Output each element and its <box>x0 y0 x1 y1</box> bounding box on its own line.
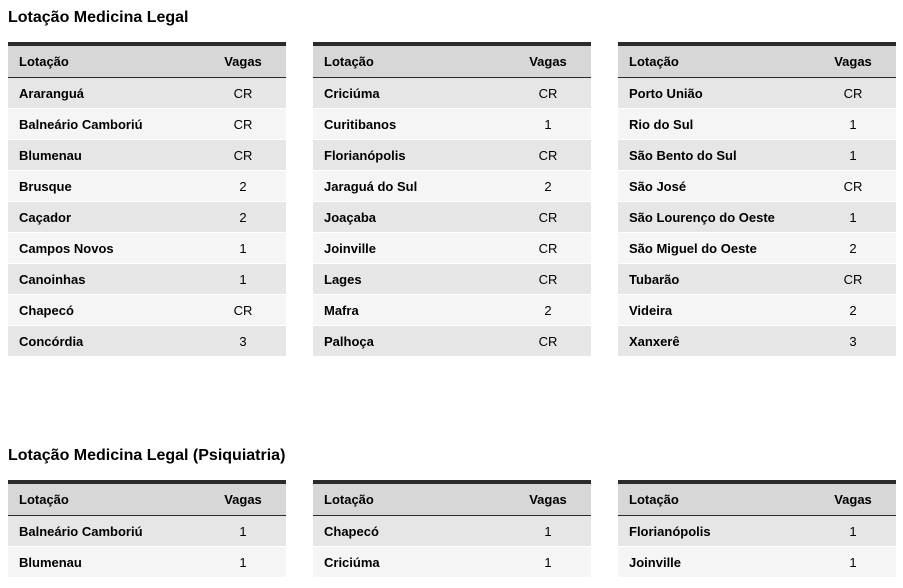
column-header-vagas: Vagas <box>200 44 286 78</box>
table-body <box>618 78 896 357</box>
table-row <box>618 202 896 233</box>
vagas-cell: CR <box>200 295 286 326</box>
table-row <box>313 295 591 326</box>
table-body <box>8 516 286 578</box>
table-row <box>313 171 591 202</box>
vagas-cell: CR <box>505 202 591 233</box>
table-row <box>313 516 591 547</box>
lotacao-cell: Videira <box>618 295 810 326</box>
table-row <box>618 233 896 264</box>
vagas-cell: 2 <box>810 233 896 264</box>
lotacao-cell: Caçador <box>8 202 200 233</box>
lotacao-cell: Joinville <box>618 547 810 578</box>
lotacao-cell: Chapecó <box>8 295 200 326</box>
vagas-cell: 1 <box>810 547 896 578</box>
section-title-medicina-legal: Lotação Medicina Legal <box>8 9 189 26</box>
table-row <box>313 109 591 140</box>
lotacao-cell: Joaçaba <box>313 202 505 233</box>
lotacao-table <box>618 42 896 356</box>
psiquiatria-table <box>313 480 591 577</box>
lotacao-cell: São Miguel do Oeste <box>618 233 810 264</box>
lotacao-cell: Porto União <box>629 85 703 101</box>
lotacao-cell: Joinville <box>313 233 505 264</box>
psiquiatria-table <box>8 480 286 577</box>
table-row <box>8 547 286 578</box>
table-row <box>618 78 896 109</box>
vagas-cell: 1 <box>505 109 591 140</box>
vagas-cell: 2 <box>505 171 591 202</box>
column-header-vagas: Vagas <box>810 44 896 78</box>
table-header-row <box>313 44 591 78</box>
vagas-cell: CR <box>843 85 863 101</box>
table-row <box>8 78 286 109</box>
lotacao-cell: Criciúma <box>313 547 505 578</box>
vagas-cell: 1 <box>810 109 896 140</box>
lotacao-cell: Florianópolis <box>313 140 505 171</box>
vagas-cell: CR <box>810 171 896 202</box>
table-body <box>313 78 591 357</box>
lotacao-cell: Curitibanos <box>313 109 505 140</box>
vagas-cell: CR <box>233 85 253 101</box>
lotacao-table <box>8 42 286 356</box>
lotacao-cell: Canoinhas <box>8 264 200 295</box>
vagas-cell: 1 <box>200 233 286 264</box>
column-header-lotacao: Lotação <box>8 482 200 516</box>
vagas-cell: CR <box>810 264 896 295</box>
table-row <box>8 264 286 295</box>
table-row <box>8 295 286 326</box>
vagas-cell: CR <box>505 233 591 264</box>
table-row <box>8 202 286 233</box>
table-row <box>618 295 896 326</box>
table-row <box>313 202 591 233</box>
lotacao-table <box>313 42 591 356</box>
vagas-cell: 2 <box>200 202 286 233</box>
lotacao-cell: Blumenau <box>8 547 200 578</box>
vagas-cell: CR <box>505 140 591 171</box>
lotacao-cell: Blumenau <box>8 140 200 171</box>
table-header-row <box>8 44 286 78</box>
lotacao-cell: Balneário Camboriú <box>8 109 200 140</box>
table-row <box>618 264 896 295</box>
vagas-cell: CR <box>505 264 591 295</box>
lotacao-cell: Lages <box>313 264 505 295</box>
column-header-lotacao: Lotação <box>618 482 810 516</box>
lotacao-cell: Xanxerê <box>618 326 810 357</box>
lotacao-cell: Tubarão <box>618 264 810 295</box>
table-row <box>313 547 591 578</box>
column-header-vagas: Vagas <box>505 482 591 516</box>
table-body <box>8 78 286 357</box>
lotacao-cell: Rio do Sul <box>618 109 810 140</box>
table-header-row <box>618 482 896 516</box>
column-header-vagas: Vagas <box>810 482 896 516</box>
table-row <box>618 326 896 357</box>
table-row <box>8 140 286 171</box>
table-row <box>313 326 591 357</box>
lotacao-cell: São Lourenço do Oeste <box>618 202 810 233</box>
lotacao-cell: Campos Novos <box>8 233 200 264</box>
vagas-cell: CR <box>538 85 558 101</box>
lotacao-cell: Criciúma <box>324 85 380 101</box>
vagas-cell: 2 <box>810 295 896 326</box>
table-row <box>313 233 591 264</box>
lotacao-cell: Florianópolis <box>629 523 711 539</box>
table-row <box>618 516 896 547</box>
vagas-cell: 2 <box>505 295 591 326</box>
lotacao-cell: Balneário Camboriú <box>19 523 143 539</box>
column-header-lotacao: Lotação <box>8 44 200 78</box>
column-header-vagas: Vagas <box>200 482 286 516</box>
table-row <box>618 171 896 202</box>
table-row <box>313 264 591 295</box>
table-row <box>618 547 896 578</box>
table-row <box>8 171 286 202</box>
vagas-cell: 1 <box>849 523 857 539</box>
lotacao-cell: Jaraguá do Sul <box>313 171 505 202</box>
vagas-cell: 1 <box>200 547 286 578</box>
vagas-cell: CR <box>200 109 286 140</box>
lotacao-cell: Concórdia <box>8 326 200 357</box>
vagas-cell: 2 <box>200 171 286 202</box>
lotacao-cell: Araranguá <box>19 85 85 101</box>
column-header-lotacao: Lotação <box>313 482 505 516</box>
vagas-cell: 1 <box>239 523 247 539</box>
lotacao-cell: Chapecó <box>324 523 379 539</box>
table-header-row <box>618 44 896 78</box>
column-header-lotacao: Lotação <box>313 44 505 78</box>
psiquiatria-table <box>618 480 896 577</box>
lotacao-cell: Brusque <box>8 171 200 202</box>
vagas-cell: 1 <box>505 547 591 578</box>
lotacao-cell: Palhoça <box>313 326 505 357</box>
section-title-psiquiatria: Lotação Medicina Legal (Psiquiatria) <box>8 447 286 464</box>
lotacao-cell: Mafra <box>313 295 505 326</box>
table-row <box>313 140 591 171</box>
lotacao-cell: São José <box>618 171 810 202</box>
table-row <box>618 109 896 140</box>
table-header-row <box>8 482 286 516</box>
table-row <box>618 140 896 171</box>
vagas-cell: 3 <box>810 326 896 357</box>
lotacao-cell: São Bento do Sul <box>618 140 810 171</box>
table-row <box>8 233 286 264</box>
table-row <box>8 516 286 547</box>
vagas-cell: 1 <box>810 202 896 233</box>
vagas-cell: CR <box>505 326 591 357</box>
vagas-cell: 1 <box>200 264 286 295</box>
table-row <box>8 326 286 357</box>
table-body <box>618 516 896 578</box>
vagas-cell: 1 <box>544 523 552 539</box>
column-header-lotacao: Lotação <box>618 44 810 78</box>
table-row <box>8 109 286 140</box>
vagas-cell: 1 <box>810 140 896 171</box>
vagas-cell: 3 <box>200 326 286 357</box>
column-header-vagas: Vagas <box>505 44 591 78</box>
vagas-cell: CR <box>200 140 286 171</box>
table-body <box>313 516 591 578</box>
table-header-row <box>313 482 591 516</box>
table-row <box>313 78 591 109</box>
